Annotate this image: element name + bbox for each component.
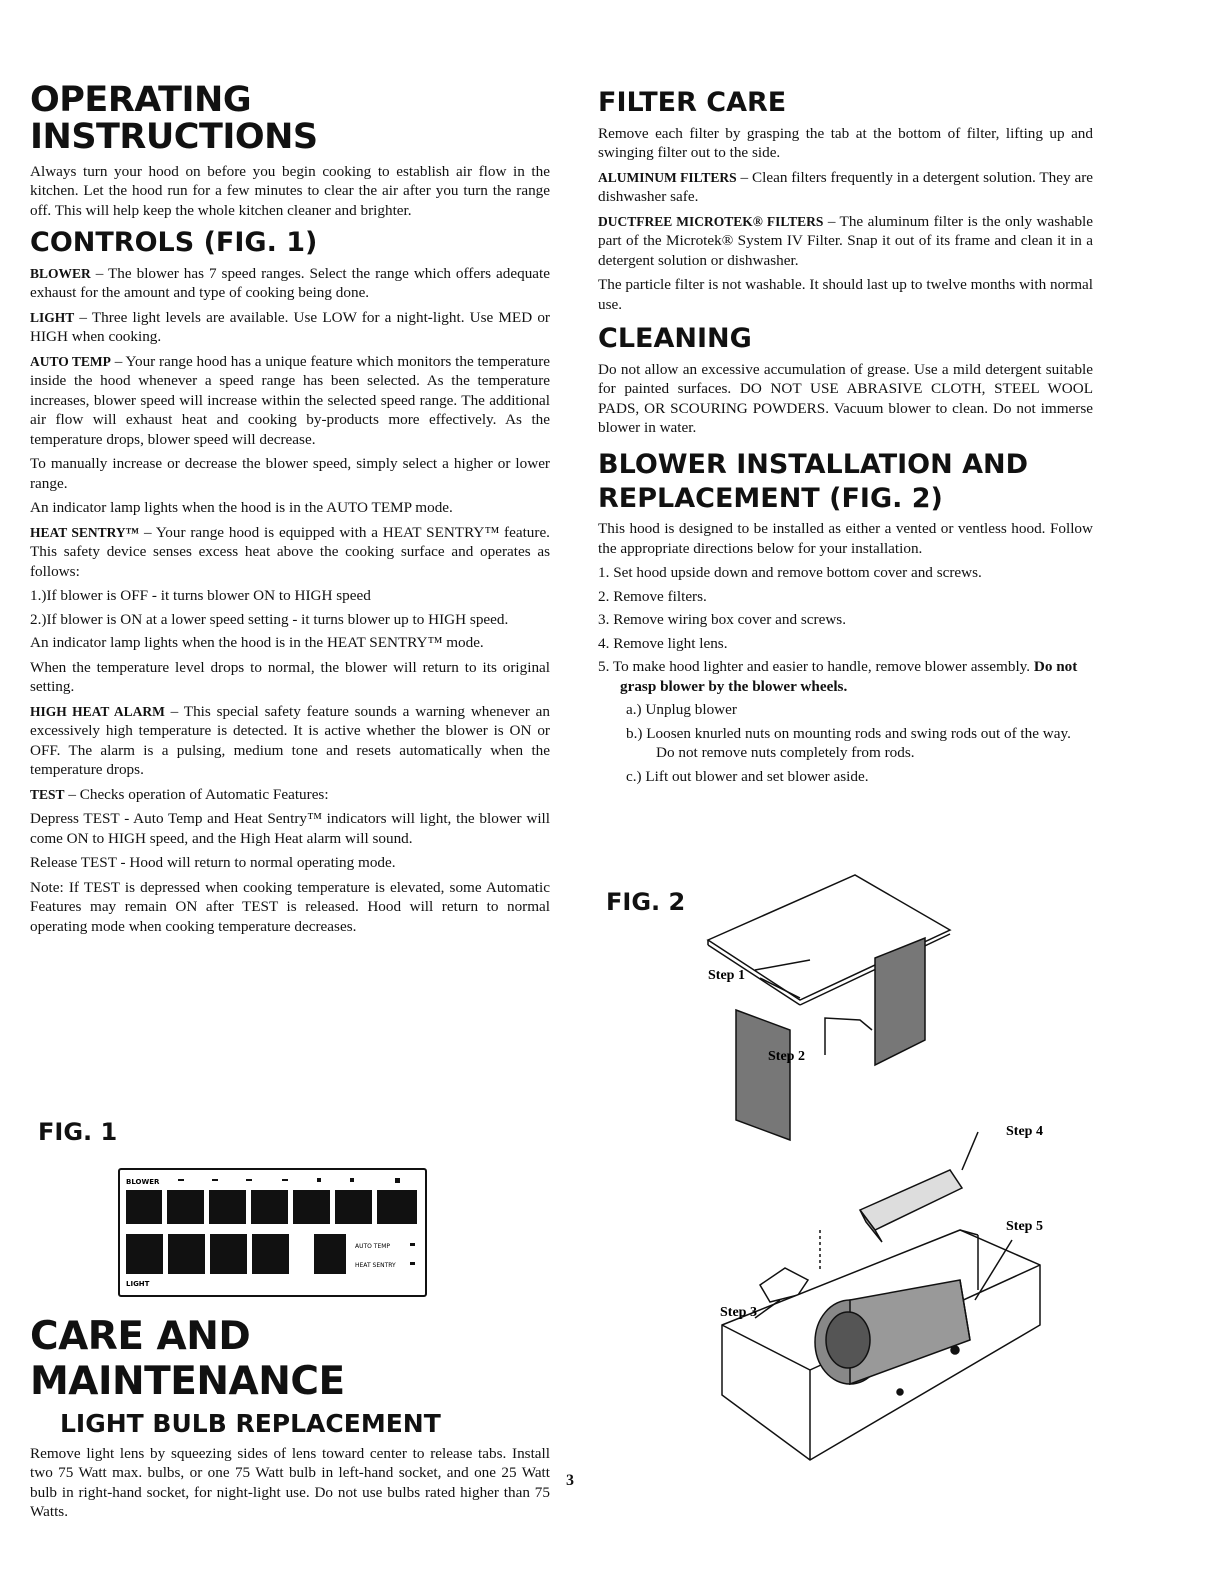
light-lens-shape xyxy=(860,1170,962,1230)
aluminum-text: – Clean filters frequently in a detergent solution. They are dishwasher safe. xyxy=(598,168,1093,206)
fig1-label: FIG. 1 xyxy=(38,1118,118,1146)
autotemp-text: – Your range hood has a unique feature which monitors the temperature inside the hood whenever a speed range has been selected. As the temperature increases, blower speed will increase within the selected speed range. The additional air flow will exhaust heat and cooking by-products more effectively. As the temperature drops, blower speed will decrease. xyxy=(30,352,550,448)
light-buttons xyxy=(126,1234,346,1274)
light-button-4 xyxy=(252,1234,289,1274)
light-bulb-heading: LIGHT BULB REPLACEMENT xyxy=(60,1409,441,1438)
fig2-figure xyxy=(660,870,1110,1470)
filter-right-shape xyxy=(875,938,925,1065)
alarm-text: – This special safety feature sounds a warning whenever an excessively high temperature is detected. It is active whether the blower is ON or OFF. The alarm is a pulsing, medium tone and resets automatically when the temperature drops. xyxy=(30,702,550,779)
heatsentry-item-1: 1.)If blower is OFF - it turns blower ON to HIGH speed xyxy=(30,587,371,605)
heatsentry-text: – Your range hood is equipped with a HEAT SENTRY™ feature. This safety device senses excess heat above the cooking surface and operates as follows: xyxy=(30,523,550,580)
blower-paragraph xyxy=(30,264,550,303)
light-paragraph xyxy=(30,308,550,347)
blower-install-heading-1: BLOWER INSTALLATION AND xyxy=(598,448,1029,480)
left-column xyxy=(30,82,550,941)
ductfree-term: DUCTFREE MICROTEK® FILTERS xyxy=(598,213,824,229)
blower-term: BLOWER xyxy=(30,265,91,281)
blower-button-2 xyxy=(167,1190,204,1224)
blower-button-5 xyxy=(293,1190,330,1224)
light-bulb-text: Remove light lens by squeezing sides of lens toward center to release tabs. Install two 75 Watt max. bulbs, or one 75 Watt bulb in left-hand socket, and one 25 Watt bulb in right-hand socket, for night-light use. Do not use bulbs rated higher than 75 Watts. xyxy=(30,1444,550,1520)
indicator-auto-paragraph: An indicator lamp lights when the hood is in the AUTO TEMP mode. xyxy=(30,499,453,517)
heatsentry-term: HEAT SENTRY™ xyxy=(30,524,140,540)
aluminum-term: ALUMINUM FILTERS xyxy=(598,169,737,185)
care-maintenance-heading: CARE AND MAINTENANCE xyxy=(30,1314,345,1404)
panel-heat-label: HEAT SENTRY xyxy=(355,1262,396,1269)
aluminum-paragraph xyxy=(598,168,1093,207)
ductfree-text: – The aluminum filter is the only washable part of the Microtek® System IV Filter. Snap it out of its frame and clean it in a detergent solution or dishwasher. xyxy=(598,212,1093,269)
install-step-2: 2. Remove filters. xyxy=(598,587,707,605)
light-button-2 xyxy=(168,1234,205,1274)
operating-intro: Always turn your hood on before you begin cooking to establish air flow in the kitchen. Let the hood run for a few minutes to clear the air after you turn the range off. This will help keep the whole kitchen cleaner and brighter. xyxy=(30,162,550,219)
indicator-hs-paragraph: An indicator lamp lights when the hood is in the HEAT SENTRY™ mode. xyxy=(30,634,484,652)
install-step-5-text: 5. To make hood lighter and easier to handle, remove blower assembly. xyxy=(598,658,1034,676)
test-paragraph xyxy=(30,785,550,805)
test-button xyxy=(314,1234,346,1274)
filter-care-heading: FILTER CARE xyxy=(598,87,787,118)
step3-label: Step 3 xyxy=(720,1305,757,1320)
blower-button-7 xyxy=(377,1190,417,1224)
install-step-1: 1. Set hood upside down and remove bottom cover and screws. xyxy=(598,564,982,582)
light-text: – Three light levels are available. Use LOW for a night-light. Use MED or HIGH when cooking. xyxy=(30,308,550,346)
step5-label: Step 5 xyxy=(1006,1219,1043,1234)
depress-paragraph: Depress TEST - Auto Temp and Heat Sentry™ indicators will light, the blower will come ON to HIGH speed, and the High Heat alarm will sound. xyxy=(30,810,550,847)
blower-button-3 xyxy=(209,1190,246,1224)
blower-speed-marks xyxy=(178,1178,400,1183)
install-step-4: 4. Remove light lens. xyxy=(598,634,728,652)
heatsentry-item-2: 2.)If blower is ON at a lower speed setting - it turns blower up to HIGH speed. xyxy=(30,610,509,628)
heatsentry-paragraph xyxy=(30,523,550,582)
controls-heading: CONTROLS (FIG. 1) xyxy=(30,227,318,258)
release-paragraph: Release TEST - Hood will return to normal operating mode. xyxy=(30,854,396,872)
manual-speed-paragraph: To manually increase or decrease the blower speed, simply select a higher or lower range. xyxy=(30,455,550,492)
control-panel-figure xyxy=(118,1168,427,1297)
test-term: TEST xyxy=(30,786,65,802)
step4-label: Step 4 xyxy=(1006,1124,1043,1139)
install-step-3: 3. Remove wiring box cover and screws. xyxy=(598,611,846,629)
test-text: – Checks operation of Automatic Features: xyxy=(64,785,329,803)
operating-instructions-heading: OPERATING INSTRUCTIONS xyxy=(30,80,318,157)
step2-label: Step 2 xyxy=(768,1049,805,1064)
fig2-label: FIG. 2 xyxy=(606,888,686,916)
blower-button-1 xyxy=(126,1190,162,1224)
particle-paragraph: The particle filter is not washable. It should last up to twelve months with normal use. xyxy=(598,276,1093,313)
ductfree-paragraph xyxy=(598,212,1093,271)
autotemp-term: AUTO TEMP xyxy=(30,353,111,369)
blower-text: – The blower has 7 speed ranges. Select the range which offers adequate exhaust for the amount and type of cooking being done. xyxy=(30,264,550,302)
light-term: LIGHT xyxy=(30,309,75,325)
blower-install-intro: This hood is designed to be installed as either a vented or ventless hood. Follow the appropriate directions below for your installation. xyxy=(598,520,1093,557)
panel-light-label: LIGHT xyxy=(126,1280,150,1288)
install-substep-c: c.) Lift out blower and set blower aside. xyxy=(626,767,869,785)
autotemp-paragraph xyxy=(30,352,550,450)
cleaning-heading: CLEANING xyxy=(598,323,752,355)
cleaning-text: Do not allow an excessive accumulation of grease. Use a mild detergent suitable for painted surfaces. DO NOT USE ABRASIVE CLOTH, STEEL WOOL PADS, OR SCOURING POWDERS. Vacuum blower to clean. Do not immerse blower in water. xyxy=(598,360,1093,437)
alarm-term: HIGH HEAT ALARM xyxy=(30,703,165,719)
blower-button-6 xyxy=(335,1190,372,1224)
light-button-3 xyxy=(210,1234,247,1274)
blower-install-heading-2: REPLACEMENT (FIG. 2) xyxy=(598,482,943,514)
page-number: 3 xyxy=(566,1472,574,1489)
note-paragraph: Note: If TEST is depressed when cooking temperature is elevated, some Automatic Features may remain ON after TEST is released. Hood will return to normal operating mode when cooking temperature decreases. xyxy=(30,878,550,935)
install-step-5 xyxy=(598,657,1093,696)
care-section xyxy=(30,1314,550,1527)
right-column xyxy=(598,88,1093,790)
panel-auto-label: AUTO TEMP xyxy=(355,1243,391,1250)
fig2-exploded-drawing xyxy=(660,870,1110,1470)
alarm-paragraph xyxy=(30,702,550,780)
filter-left-shape xyxy=(736,1010,790,1140)
control-panel-drawing xyxy=(120,1170,425,1295)
return-paragraph: When the temperature level drops to normal, the blower will return to its original setting. xyxy=(30,658,550,696)
panel-blower-label: BLOWER xyxy=(126,1178,160,1186)
step1-label: Step 1 xyxy=(708,968,745,983)
blower-button-4 xyxy=(251,1190,288,1224)
install-step-5-warning: Do not grasp blower by the blower wheels. xyxy=(620,658,1078,695)
install-substep-b: b.) Loosen knurled nuts on mounting rods and swing rods out of the way. Do not remove nuts completely from rods. xyxy=(626,724,1071,762)
install-substep-a: a.) Unplug blower xyxy=(626,701,737,719)
light-button-1 xyxy=(126,1234,163,1274)
filter-remove-text: Remove each filter by grasping the tab at the bottom of filter, lifting up and swinging filter out to the side. xyxy=(598,124,1093,162)
blower-buttons xyxy=(126,1190,417,1224)
